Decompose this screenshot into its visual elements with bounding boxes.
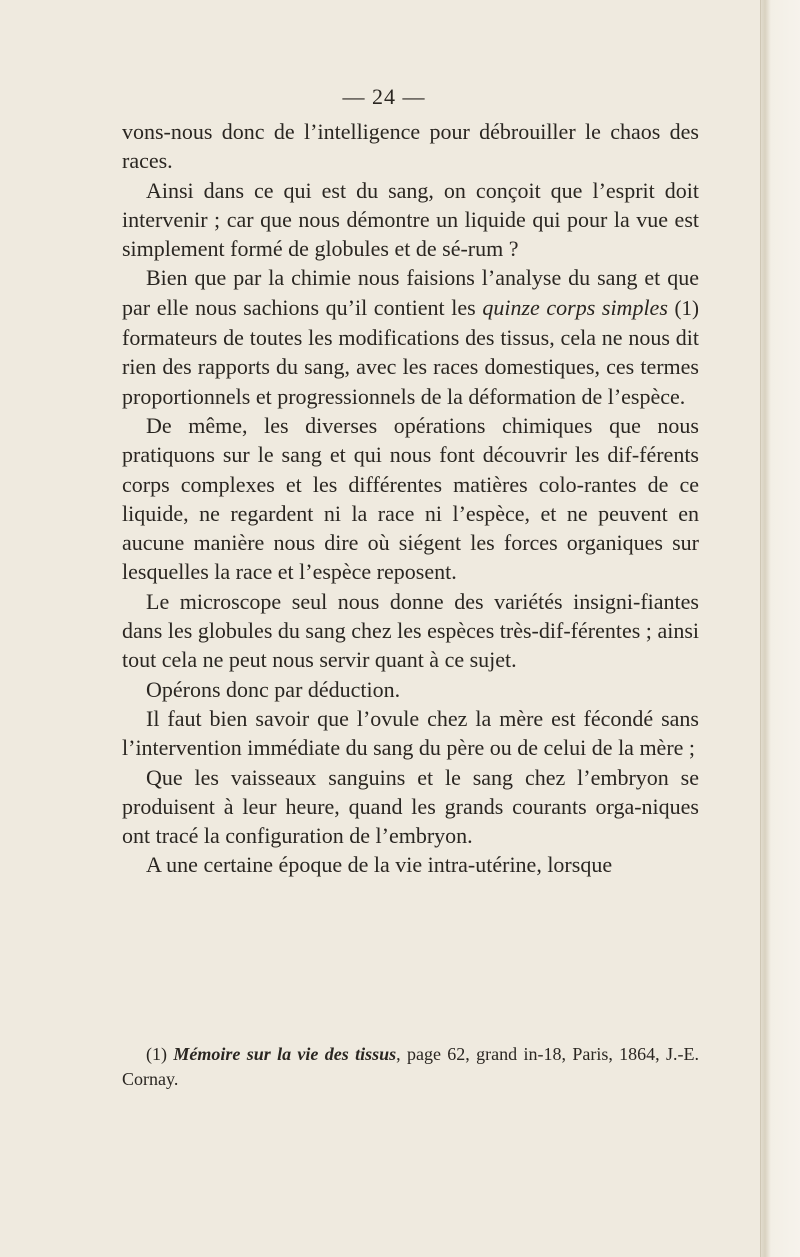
footnote — [122, 1042, 699, 1092]
footnote-reference: (1) — [674, 295, 700, 320]
paragraph: Que les vaisseaux sanguins et le sang chez l’embryon se produisent à leur heure, quand les grands courants orga-niques ont tracé la configuration de l’embryon. — [122, 764, 699, 849]
paragraph: vons-nous donc de l’intelligence pour débrouiller le chaos des races. — [122, 119, 699, 174]
footnote-rest: , page 62, grand in-18, Paris, 1864, J.-E. Cornay. — [122, 1044, 700, 1089]
paragraph: Il faut bien savoir que l’ovule chez la mère est fécondé sans l’intervention immédiate du sang du père ou de celui de la mère ; — [122, 705, 699, 761]
paragraph: Le microscope seul nous donne des variétés insigni-fiantes dans les globules du sang chez les espèces très-dif-férentes ; ainsi tout cela ne peut nous servir quant à ce sujet. — [122, 588, 699, 673]
footnote-text — [122, 1042, 699, 1092]
paragraph: Ainsi dans ce qui est du sang, on conçoit que l’esprit doit intervenir ; car que nous démontre un liquide qui pour la vue est simplement formé de globules et de sé-rum ? — [122, 177, 699, 262]
paragraph — [122, 263, 699, 410]
paragraph-text: formateurs de toutes les modifications des tissus, cela ne nous dit rien des rapports du sang, avec les races domestiques, ces termes proportionnels et progressionnels de la déformation de l’espèce. — [122, 325, 699, 409]
paragraph-text: Bien que par la chimie nous faisions l’analyse du sang et que par elle nous sachions qu’il contient les — [122, 265, 699, 320]
body-text — [122, 117, 699, 880]
footnote-marker: (1) — [146, 1044, 167, 1064]
page-edge — [760, 0, 800, 1257]
page-number: — 24 — — [342, 84, 426, 109]
emphasis-text: quinze corps simples — [482, 294, 668, 320]
paragraph: A une certaine époque de la vie intra-utérine, lorsque — [146, 852, 613, 878]
paragraph: Opérons donc par déduction. — [146, 676, 401, 702]
paragraph: De même, les diverses opérations chimiques que nous pratiquons sur le sang et qui nous font découvrir les dif-férents corps complexes et les différentes matières colo-rantes de ce liquide, ne regardent ni la race ni l’espèce, et ne peuvent en aucune manière nous dire où siégent les forces organiques sur lesquelles la race et l’espèce reposent. — [122, 412, 699, 585]
footnote-title: Mémoire sur la vie des tissus — [173, 1044, 397, 1064]
